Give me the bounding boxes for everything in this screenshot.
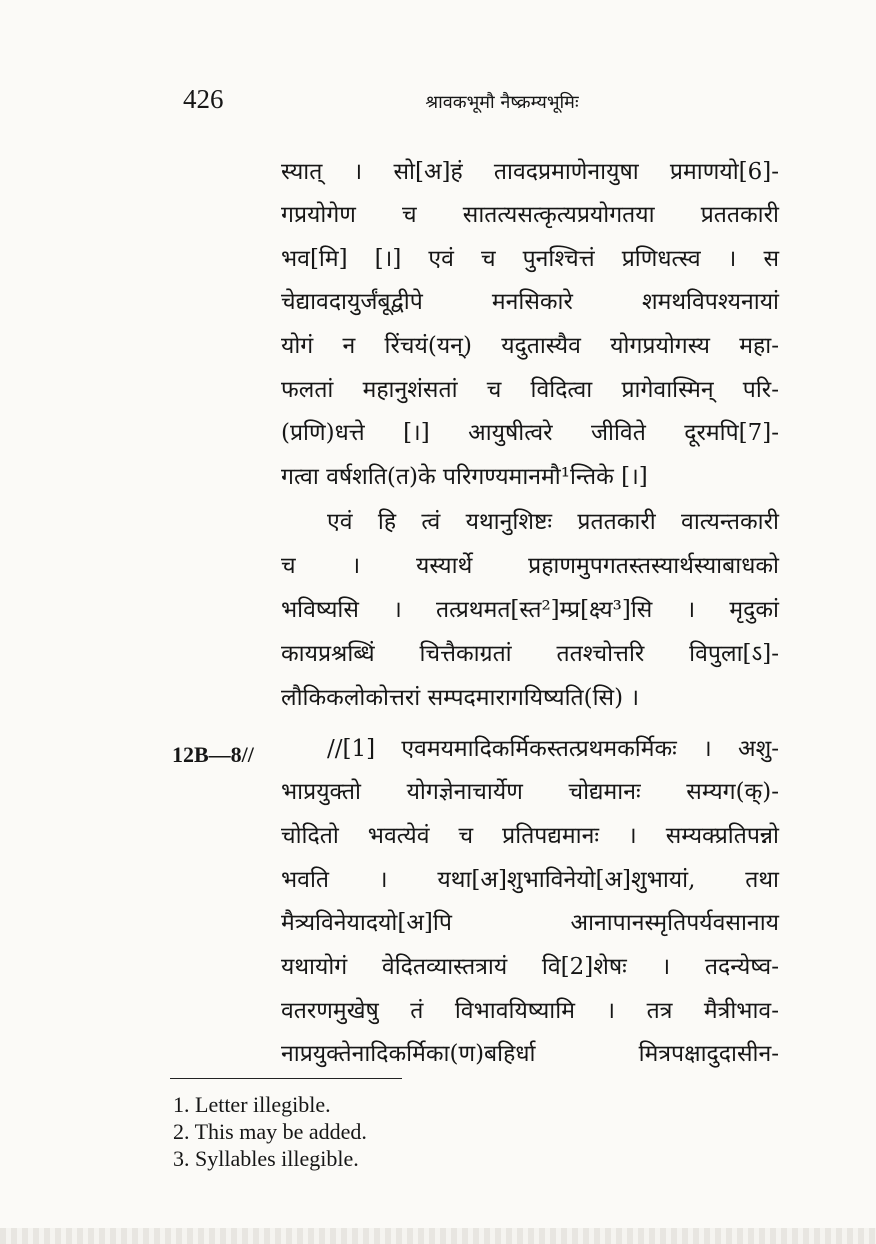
text-line: गत्वा वर्षशति(त)के परिगण्यमानमौ¹न्तिके [।] — [281, 464, 648, 490]
margin-reference: 12B—8// — [172, 742, 254, 767]
running-title: श्रावकभूमौ नैष्क्रम्यभूमिः — [425, 92, 579, 113]
text-line: भवति । यथा[अ]शुभाविनेयो[अ]शुभायां, तथा — [281, 867, 779, 893]
text-line: भव[मि] [।] एवं च पुनश्चित्तं प्रणिधत्स्व । स — [281, 246, 779, 272]
text-line: भाप्रयुक्तो योगज्ञेनाचार्येण चोद्यमानः सम्यग(क्)- — [281, 779, 779, 805]
text-line: वतरणमुखेषु तं विभावयिष्यामि । तत्र मैत्रीभाव- — [281, 998, 779, 1024]
text-line: चेद्यावदायुर्जंबूद्वीपे मनसिकारे शमथविपश्यनायां — [281, 289, 779, 315]
page-number: 426 — [183, 84, 224, 114]
scan-bottom-edge — [0, 1228, 876, 1244]
text-line: भविष्यसि । तत्प्रथमत[स्त²]म्प्र[क्ष्य³]सि । मृदुकां — [281, 597, 779, 623]
text-line: //[1] एवमयमादिकर्मिकस्तत्प्रथमकर्मिकः । अशु- — [327, 736, 779, 762]
text-line: नाप्रयुक्तेनादिकर्मिका(ण)बहिर्धा मित्रपक्षादुदासीन- — [281, 1041, 779, 1067]
text-line: योगं न रिंचयं(यन्) यदुतास्यैव योगप्रयोगस्य महा- — [281, 333, 779, 359]
text-line: लौकिकलोकोत्तरां सम्पदमारागयिष्यति(सि) । — [281, 685, 640, 711]
text-line: गप्रयोगेण च सातत्यसत्कृत्यप्रयोगतया प्रततकारी — [281, 202, 779, 228]
footnote: 2. This may be added. — [173, 1119, 367, 1144]
footnote-rule — [170, 1078, 402, 1079]
text-line: (प्रणि)धत्ते [।] आयुषीत्वरे जीविते दूरमपि[7]- — [281, 420, 779, 446]
text-line: स्यात् । सो[अ]हं तावदप्रमाणेनायुषा प्रमाणयो[6]- — [281, 159, 779, 185]
text-line: एवं हि त्वं यथानुशिष्टः प्रततकारी वात्यन्तकारी — [327, 509, 779, 535]
footnote: 3. Syllables illegible. — [173, 1146, 359, 1171]
text-line: मैत्र्यविनेयादयो[अ]पि आनापानस्मृतिपर्यवसानाय — [281, 910, 779, 936]
text-line: यथायोगं वेदितव्यास्तत्रायं वि[2]शेषः । तदन्येष्व- — [281, 954, 779, 980]
text-line: च । यस्यार्थे प्रहाणमुपगतस्तस्यार्थस्याबाधको — [281, 553, 779, 579]
footnote: 1. Letter illegible. — [173, 1092, 331, 1117]
text-line: चोदितो भवत्येवं च प्रतिपद्यमानः । सम्यक्प्रतिपन्नो — [281, 823, 779, 849]
text-line: फलतां महानुशंसतां च विदित्वा प्रागेवास्मिन् परि- — [281, 377, 779, 403]
text-line: कायप्रश्रब्धिं चित्तैकाग्रतां ततश्चोत्तरि विपुला[ऽ]- — [281, 641, 779, 667]
